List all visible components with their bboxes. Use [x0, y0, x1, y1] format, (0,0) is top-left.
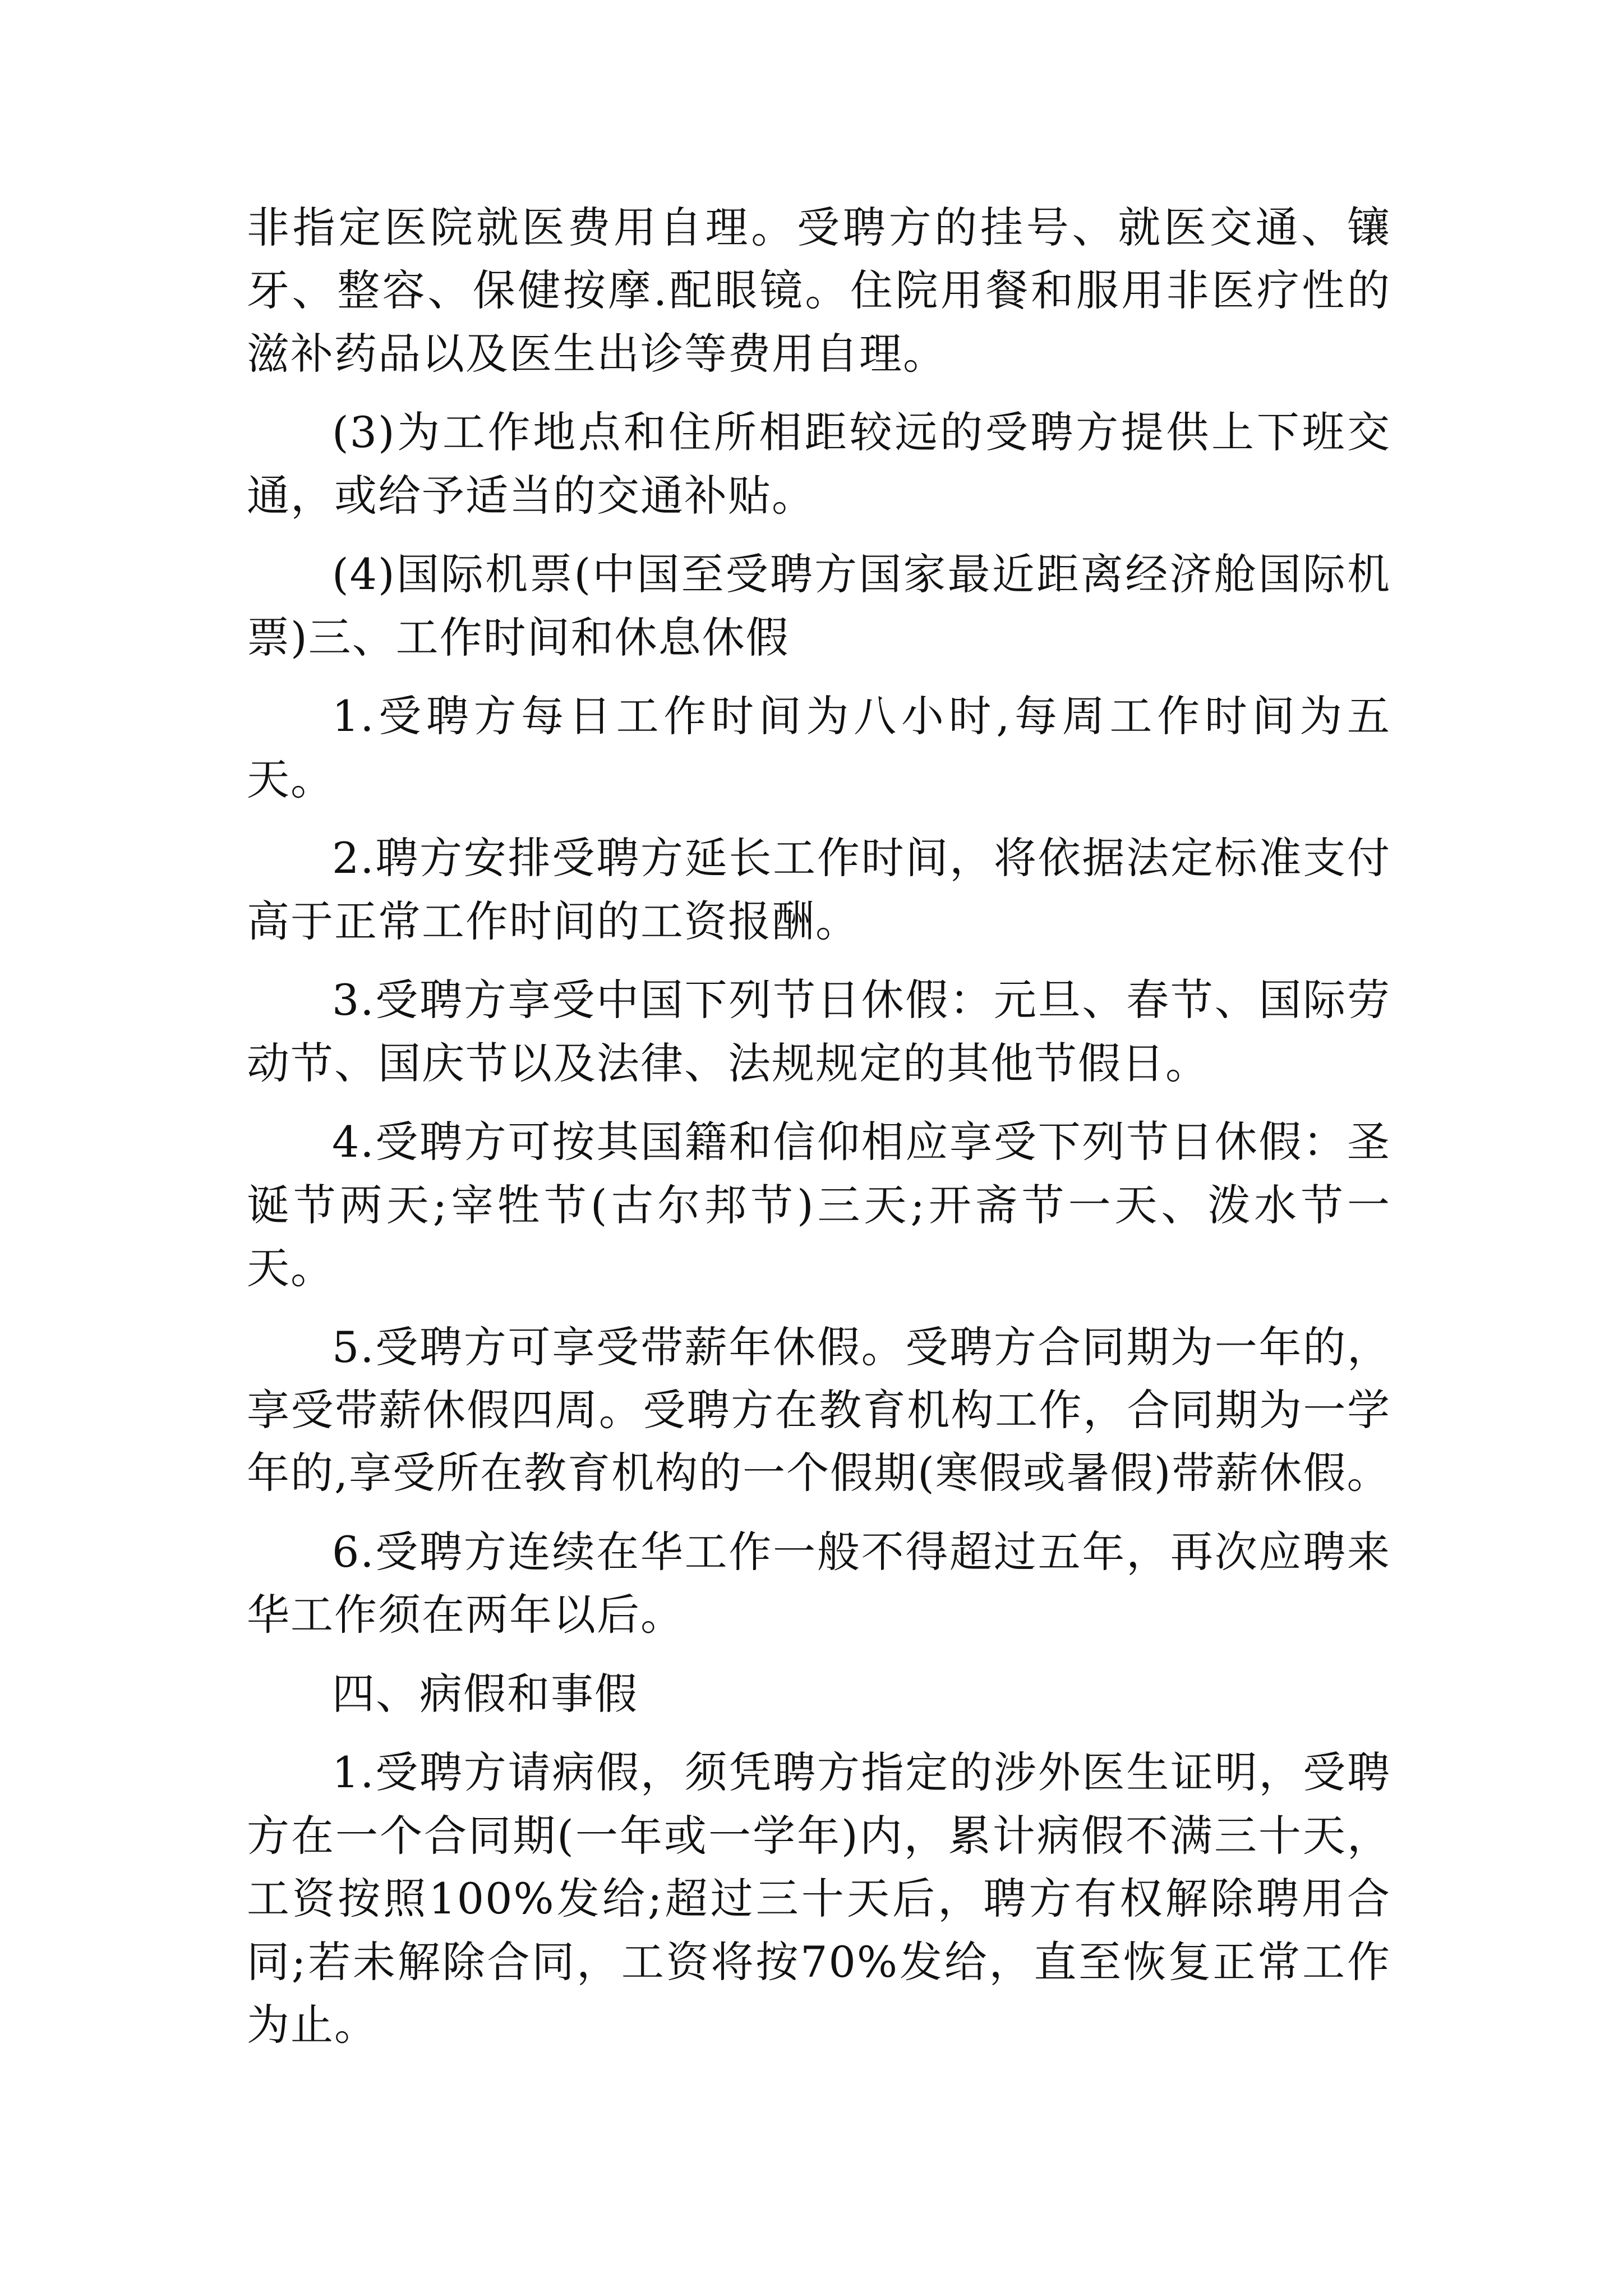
paragraph-5: 2.聘方安排受聘方延长工作时间，将依据法定标准支付高于正常工作时间的工资报酬。: [247, 833, 1391, 946]
paragraph-11: 1.受聘方请病假，须凭聘方指定的涉外医生证明，受聘方在一个合同期(一年或一学年)内，累计病假不满三十天，工资按照100%发给;超过三十天后，聘方有权解除聘用合同;若未解除合同，工资将按70%发给，直至恢复正常工作为止。: [247, 1747, 1391, 2050]
paragraph-8: 5.受聘方可享受带薪年休假。受聘方合同期为一年的，享受带薪休假四周。受聘方在教育机构工作，合同期为一学年的,享受所在教育机构的一个假期(寒假或暑假)带薪休假。: [247, 1322, 1391, 1498]
paragraph-7: 4.受聘方可按其国籍和信仰相应享受下列节日休假：圣诞节两天;宰牲节(古尔邦节)三天;开斋节一天、泼水节一天。: [247, 1117, 1391, 1294]
paragraph-3: (4)国际机票(中国至受聘方国家最近距离经济舱国际机票)三、工作时间和休息休假: [247, 549, 1391, 662]
section-heading-4: 四、病假和事假: [332, 1668, 638, 1719]
paragraph-4: 1.受聘方每日工作时间为八小时,每周工作时间为五天。: [247, 691, 1391, 804]
paragraph-6: 3.受聘方享受中国下列节日休假：元旦、春节、国际劳动节、国庆节以及法律、法规规定的其他节假日。: [247, 975, 1391, 1088]
paragraph-9: 6.受聘方连续在华工作一般不得超过五年，再次应聘来华工作须在两年以后。: [247, 1526, 1391, 1640]
paragraph-1: 非指定医院就医费用自理。受聘方的挂号、就医交通、镶牙、整容、保健按摩.配眼镜。住院用餐和服用非医疗性的滋补药品以及医生出诊等费用自理。: [247, 203, 1391, 379]
document-body: [247, 196, 1391, 2073]
paragraph-2: (3)为工作地点和住所相距较远的受聘方提供上下班交通，或给予适当的交通补贴。: [247, 407, 1391, 521]
